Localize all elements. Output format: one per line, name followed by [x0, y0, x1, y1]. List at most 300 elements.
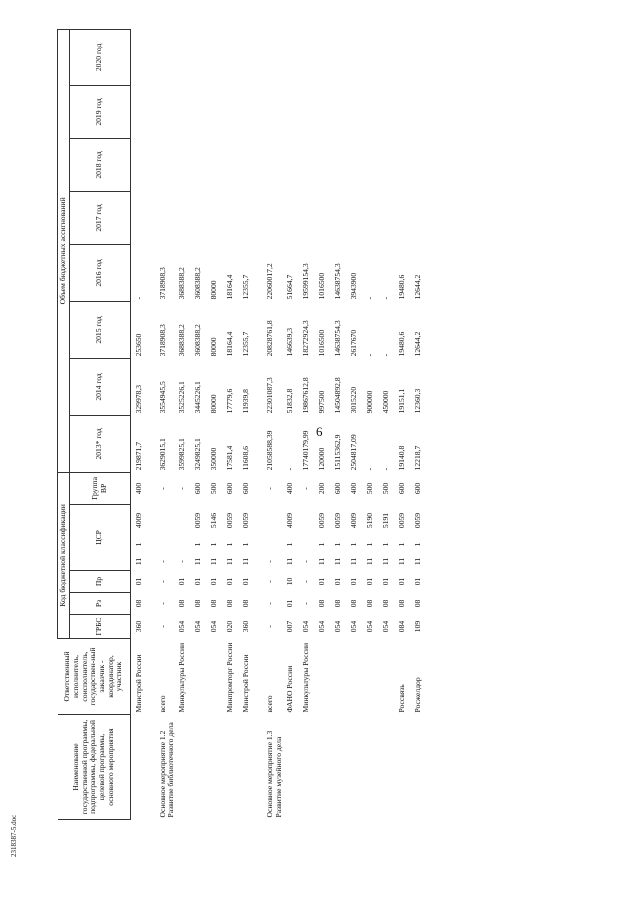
cell-2019	[397, 85, 413, 138]
cell-2017	[333, 191, 349, 244]
table-row	[333, 29, 349, 819]
cell-2018	[317, 138, 333, 191]
header-year-2015: 2015 год	[69, 301, 130, 358]
cell-2015: 12355,7	[241, 331, 251, 357]
cell-2013: 3599825,1	[177, 438, 187, 471]
cell-csr-part1: 11	[396, 557, 406, 566]
cell-2014: 3445226,1	[193, 381, 203, 414]
cell-2013: 21058588,39	[265, 430, 275, 471]
cell-csr-part1: 11	[364, 557, 374, 566]
cell-grbs: -	[265, 625, 275, 628]
cell-2014: 900000	[364, 390, 374, 414]
cell-2019	[225, 85, 241, 138]
cell-rz: -	[265, 602, 275, 605]
cell-responsible: всего	[157, 695, 167, 713]
cell-2020	[349, 29, 365, 85]
cell-2016: 14638754,3	[332, 263, 342, 300]
cell-responsible	[209, 639, 225, 715]
cell-vr: 600	[412, 482, 422, 495]
cell-pr: 01	[177, 577, 187, 586]
cell-2018	[397, 138, 413, 191]
cell-csr-part1: 11	[209, 557, 219, 566]
cell-name	[381, 715, 397, 820]
cell-csr-part2: 1	[241, 542, 251, 547]
cell-csr-part3: 5146	[209, 512, 219, 529]
cell-2015: 1016500	[316, 329, 326, 357]
document-code: 2318387-5.doc	[10, 814, 18, 857]
cell-2017	[381, 191, 397, 244]
cell-2020	[241, 29, 257, 85]
cell-vr: 600	[225, 482, 235, 495]
cell-csr-part3	[177, 505, 193, 537]
cell-csr-part1: 11	[241, 557, 251, 566]
cell-csr-part3: 0059	[193, 512, 203, 529]
table-row	[365, 29, 381, 819]
cell-2014: 80000	[209, 394, 219, 414]
cell-2019	[349, 85, 365, 138]
cell-2013: 15115362,9	[332, 434, 342, 471]
cell-2020	[257, 29, 284, 85]
table-row	[130, 29, 150, 819]
cell-2018	[257, 138, 284, 191]
cell-pr: 01	[193, 577, 203, 586]
table-row	[209, 29, 225, 819]
cell-2015: 18164,4	[225, 331, 235, 357]
cell-csr-part1: -	[265, 560, 275, 563]
cell-2018	[177, 138, 193, 191]
cell-csr-part3: 4009	[284, 512, 294, 529]
cell-2017	[397, 191, 413, 244]
cell-pr: 01	[133, 577, 143, 586]
cell-2016: 3718908,3	[157, 267, 167, 300]
cell-csr-part2: 1	[193, 542, 203, 547]
cell-2013: 19140,8	[396, 445, 406, 471]
cell-vr: 500	[209, 482, 219, 495]
cell-vr: 600	[396, 482, 406, 495]
cell-rz: 08	[193, 599, 203, 608]
cell-csr-part3: 0059	[332, 512, 342, 529]
cell-2015: 19480,6	[396, 331, 406, 357]
cell-2014: 3015220	[348, 386, 358, 414]
cell-rz: -	[157, 602, 167, 605]
cell-2014: 14504892,8	[332, 377, 342, 414]
cell-pr: 01	[225, 577, 235, 586]
cell-responsible	[333, 639, 349, 715]
cell-2016: -	[133, 296, 143, 300]
cell-name	[225, 715, 241, 820]
cell-2016: 12355,7	[241, 274, 251, 300]
cell-rz: 08	[177, 599, 187, 608]
cell-pr: 01	[380, 577, 390, 586]
cell-2013: -	[364, 467, 374, 471]
cell-name	[397, 715, 413, 820]
cell-2016: 12644,2	[412, 274, 422, 300]
cell-2015: 3608388,2	[193, 324, 203, 357]
cell-rz: 08	[332, 599, 342, 608]
cell-name	[130, 715, 150, 820]
header-vr: Группа ВР	[69, 472, 130, 504]
cell-csr-part1: 11	[193, 557, 203, 566]
cell-2020	[225, 29, 241, 85]
cell-2019	[317, 85, 333, 138]
cell-2013: 120000	[316, 447, 326, 471]
cell-responsible	[365, 639, 381, 715]
cell-rz: 08	[396, 599, 406, 608]
cell-name	[193, 715, 209, 820]
cell-vr: 400	[284, 482, 294, 495]
table-row	[349, 29, 365, 819]
cell-csr-part3: 0059	[412, 512, 422, 529]
cell-rz: 01	[284, 599, 294, 608]
cell-csr-part2: 1	[284, 542, 294, 547]
cell-2013: 2504817,09	[348, 434, 358, 471]
cell-2019	[257, 85, 284, 138]
cell-pr: -	[265, 580, 275, 583]
cell-2018	[130, 138, 150, 191]
cell-name	[241, 715, 257, 820]
cell-vr: 600	[332, 482, 342, 495]
cell-2016: 51664,7	[284, 274, 294, 300]
cell-2017	[285, 191, 301, 244]
cell-csr-part1: 11	[412, 557, 422, 566]
header-year-2014: 2014 год	[69, 358, 130, 415]
cell-csr-part1: 11	[380, 557, 390, 566]
cell-csr-part2: 1	[396, 542, 406, 547]
cell-csr-part3	[150, 505, 177, 537]
cell-2017	[193, 191, 209, 244]
cell-name	[317, 715, 333, 820]
cell-2018	[413, 138, 429, 191]
cell-rz: 08	[133, 599, 143, 608]
cell-csr-part1: -	[177, 560, 187, 563]
cell-pr: 01	[332, 577, 342, 586]
cell-2015: 20828761,8	[265, 320, 275, 357]
cell-csr-part3: 0059	[241, 512, 251, 529]
cell-vr: 400	[348, 482, 358, 495]
cell-2017	[301, 191, 317, 244]
cell-2013: -	[380, 467, 390, 471]
cell-pr: 01	[316, 577, 326, 586]
header-pr: Пр	[69, 571, 130, 593]
cell-rz: 08	[364, 599, 374, 608]
cell-2019	[209, 85, 225, 138]
cell-pr: 01	[396, 577, 406, 586]
header-rz: Рз	[69, 593, 130, 615]
cell-grbs: 054	[300, 620, 310, 633]
cell-2017	[317, 191, 333, 244]
cell-responsible: ФАНО России	[284, 665, 294, 713]
cell-responsible: Минстрой России	[241, 654, 251, 713]
cell-csr-part2	[257, 537, 284, 553]
cell-responsible	[349, 639, 365, 715]
cell-name	[177, 715, 193, 820]
header-year-2016: 2016 год	[69, 244, 130, 301]
cell-2020	[130, 29, 150, 85]
cell-2016: -	[364, 296, 374, 300]
cell-csr-part2	[301, 537, 317, 553]
cell-2019	[333, 85, 349, 138]
cell-csr-part3: 5190	[364, 512, 374, 529]
cell-2015: 3688388,2	[177, 324, 187, 357]
cell-name	[209, 715, 225, 820]
cell-grbs: 054	[380, 620, 390, 633]
rotated-table-container	[57, 30, 635, 820]
table-row	[241, 29, 257, 819]
cell-csr-part1: -	[300, 560, 310, 563]
cell-2015: 146639,3	[284, 327, 294, 357]
cell-2018	[349, 138, 365, 191]
cell-2015: -	[380, 353, 390, 357]
cell-2017	[241, 191, 257, 244]
cell-csr-part2: 1	[133, 542, 143, 547]
table-row	[381, 29, 397, 819]
cell-csr-part1: 11	[316, 557, 326, 566]
header-name: Наименование государственной программы, подпрограммы, федеральной целевой программы, основного мероприятия	[58, 715, 131, 820]
cell-2017	[209, 191, 225, 244]
cell-vr: -	[300, 487, 310, 490]
cell-pr: 01	[348, 577, 358, 586]
cell-2015: 3718908,3	[157, 324, 167, 357]
cell-2018	[209, 138, 225, 191]
cell-csr-part2: 1	[209, 542, 219, 547]
cell-vr: -	[265, 487, 275, 490]
cell-vr: 400	[133, 482, 143, 495]
cell-csr-part2: 1	[364, 542, 374, 547]
cell-2013: 350000	[209, 447, 219, 471]
cell-pr: 01	[241, 577, 251, 586]
budget-table	[57, 29, 429, 820]
header-responsible: Ответственный исполнитель, соисполнитель, государствен-ный заказчик - координатор, участник	[58, 639, 131, 715]
cell-2016: 22060017,2	[265, 263, 275, 300]
cell-vr: -	[157, 487, 167, 490]
cell-2019	[381, 85, 397, 138]
cell-name: Основное мероприятие 1.2 Развитие библиотечного дела	[157, 722, 176, 818]
cell-2020	[177, 29, 193, 85]
header-year-2018: 2018 год	[69, 138, 130, 191]
cell-csr-part2: 1	[225, 542, 235, 547]
cell-2013: -	[284, 467, 294, 471]
cell-2020	[397, 29, 413, 85]
cell-grbs: 054	[209, 620, 219, 633]
header-budget-group: Объем бюджетных ассигнований	[58, 29, 70, 472]
cell-responsible	[381, 639, 397, 715]
cell-csr-part3: 4009	[133, 512, 143, 529]
cell-name	[285, 715, 301, 820]
cell-name	[333, 715, 349, 820]
cell-2019	[130, 85, 150, 138]
cell-vr: 200	[316, 482, 326, 495]
header-csr: ЦСР	[69, 505, 130, 571]
cell-2014: 22301087,3	[265, 377, 275, 414]
cell-name	[413, 715, 429, 820]
cell-csr-part2: 1	[380, 542, 390, 547]
cell-grbs: 054	[316, 620, 326, 633]
table-row	[317, 29, 333, 819]
cell-2020	[150, 29, 177, 85]
cell-csr-part3: 5191	[380, 512, 390, 529]
cell-grbs: 360	[133, 620, 143, 633]
cell-name	[365, 715, 381, 820]
cell-csr-part3	[301, 505, 317, 537]
cell-2013: 11608,6	[241, 446, 251, 471]
cell-2016: 3688388,2	[177, 267, 187, 300]
cell-grbs: 020	[225, 620, 235, 633]
cell-2020	[413, 29, 429, 85]
header-code-group: Код бюджетной классификации	[58, 472, 70, 638]
cell-rz: 08	[412, 599, 422, 608]
table-row	[193, 29, 209, 819]
cell-csr-part2	[150, 537, 177, 553]
cell-2019	[285, 85, 301, 138]
cell-2014: 997500	[316, 390, 326, 414]
cell-rz: 08	[209, 599, 219, 608]
cell-2016: 3943900	[348, 272, 358, 300]
cell-2017	[130, 191, 150, 244]
cell-2018	[333, 138, 349, 191]
cell-pr: 01	[412, 577, 422, 586]
cell-2020	[381, 29, 397, 85]
cell-2014: 51832,8	[284, 388, 294, 414]
cell-2016: 80000	[209, 280, 219, 300]
cell-rz: 08	[225, 599, 235, 608]
cell-responsible	[317, 639, 333, 715]
cell-vr: 500	[364, 482, 374, 495]
cell-rz: 08	[241, 599, 251, 608]
cell-pr: 01	[209, 577, 219, 586]
cell-2018	[381, 138, 397, 191]
cell-csr-part1: 11	[284, 557, 294, 566]
cell-grbs: 054	[332, 620, 342, 633]
cell-2016: 18164,4	[225, 274, 235, 300]
cell-rz: -	[300, 602, 310, 605]
cell-2017	[257, 191, 284, 244]
cell-name: Основное мероприятие 1.3 Развитие музейного дела	[265, 730, 283, 818]
table-row	[257, 29, 284, 819]
cell-pr: 10	[284, 577, 294, 586]
cell-pr: -	[157, 580, 167, 583]
cell-2013: 3629015,1	[157, 438, 167, 471]
cell-csr-part2	[177, 537, 193, 553]
cell-grbs: 360	[241, 620, 251, 633]
cell-vr: 500	[380, 482, 390, 495]
cell-responsible: Росжелдор	[412, 677, 422, 713]
cell-2017	[365, 191, 381, 244]
table-row	[301, 29, 317, 819]
table-row	[413, 29, 429, 819]
cell-grbs: -	[157, 625, 167, 628]
cell-2013: 3249825,1	[193, 438, 203, 471]
cell-vr: 600	[193, 482, 203, 495]
header-year-2017: 2017 год	[69, 191, 130, 244]
cell-2017	[150, 191, 177, 244]
cell-responsible: Минстрой России	[133, 654, 143, 713]
cell-2014: 329978,3	[133, 384, 143, 414]
cell-2019	[193, 85, 209, 138]
cell-2013: 17740179,99	[300, 430, 310, 471]
cell-grbs: 007	[284, 620, 294, 633]
cell-responsible: Минкультуры России	[177, 642, 187, 713]
cell-2014: 11939,8	[241, 389, 251, 414]
cell-2015: 80000	[209, 337, 219, 357]
cell-2020	[209, 29, 225, 85]
cell-responsible	[193, 639, 209, 715]
cell-csr-part2: 1	[332, 542, 342, 547]
cell-rz: 08	[316, 599, 326, 608]
cell-2019	[177, 85, 193, 138]
cell-2014: 3525226,1	[177, 381, 187, 414]
cell-2018	[365, 138, 381, 191]
cell-csr-part1: 11	[348, 557, 358, 566]
cell-2018	[241, 138, 257, 191]
table-row	[285, 29, 301, 819]
cell-2019	[413, 85, 429, 138]
cell-grbs: 084	[396, 620, 406, 633]
table-body	[130, 29, 428, 819]
cell-csr-part3: 0059	[316, 512, 326, 529]
cell-grbs: 109	[412, 620, 422, 633]
cell-csr-part1: 11	[225, 557, 235, 566]
header-year-2019: 2019 год	[69, 85, 130, 138]
cell-vr: -	[177, 487, 187, 490]
cell-grbs: 054	[348, 620, 358, 633]
cell-2014: 450000	[380, 390, 390, 414]
cell-2016: 19480,6	[396, 274, 406, 300]
cell-grbs: 054	[177, 620, 187, 633]
cell-2018	[301, 138, 317, 191]
cell-responsible: Минпромторг России	[225, 642, 235, 713]
cell-grbs: 054	[193, 620, 203, 633]
page-number: 6	[316, 424, 323, 439]
cell-2019	[365, 85, 381, 138]
cell-2015: 18272924,3	[300, 320, 310, 357]
cell-2017	[225, 191, 241, 244]
cell-2016: 3608388,2	[193, 267, 203, 300]
cell-2013: 219871,7	[133, 441, 143, 471]
cell-2020	[317, 29, 333, 85]
cell-2020	[365, 29, 381, 85]
cell-grbs: 054	[364, 620, 374, 633]
cell-responsible: Россвязь	[396, 684, 406, 713]
cell-2017	[413, 191, 429, 244]
cell-2019	[301, 85, 317, 138]
table-row	[225, 29, 241, 819]
header-year-2020: 2020 год	[69, 29, 130, 85]
cell-2014: 19151,1	[396, 388, 406, 414]
cell-2019	[150, 85, 177, 138]
cell-2015: 253650	[133, 333, 143, 357]
cell-pr: 01	[364, 577, 374, 586]
cell-csr-part2: 1	[412, 542, 422, 547]
cell-name	[349, 715, 365, 820]
cell-2014: 3554945,5	[157, 381, 167, 414]
cell-2016: 19599154,3	[300, 263, 310, 300]
cell-rz: 08	[380, 599, 390, 608]
cell-2020	[193, 29, 209, 85]
cell-2014: 19867612,8	[300, 377, 310, 414]
cell-2017	[349, 191, 365, 244]
cell-2014: 12360,3	[412, 388, 422, 414]
cell-2018	[150, 138, 177, 191]
cell-2015: 12644,2	[412, 331, 422, 357]
table-row	[150, 29, 177, 819]
cell-responsible: Минкультуры России	[300, 642, 310, 713]
cell-csr-part3: 4009	[348, 512, 358, 529]
cell-2013: 12218,7	[412, 445, 422, 471]
header-year-2013: 2013* год	[69, 415, 130, 472]
cell-2015: 2617670	[348, 329, 358, 357]
cell-2017	[177, 191, 193, 244]
header-grbs: ГРБС	[69, 615, 130, 639]
